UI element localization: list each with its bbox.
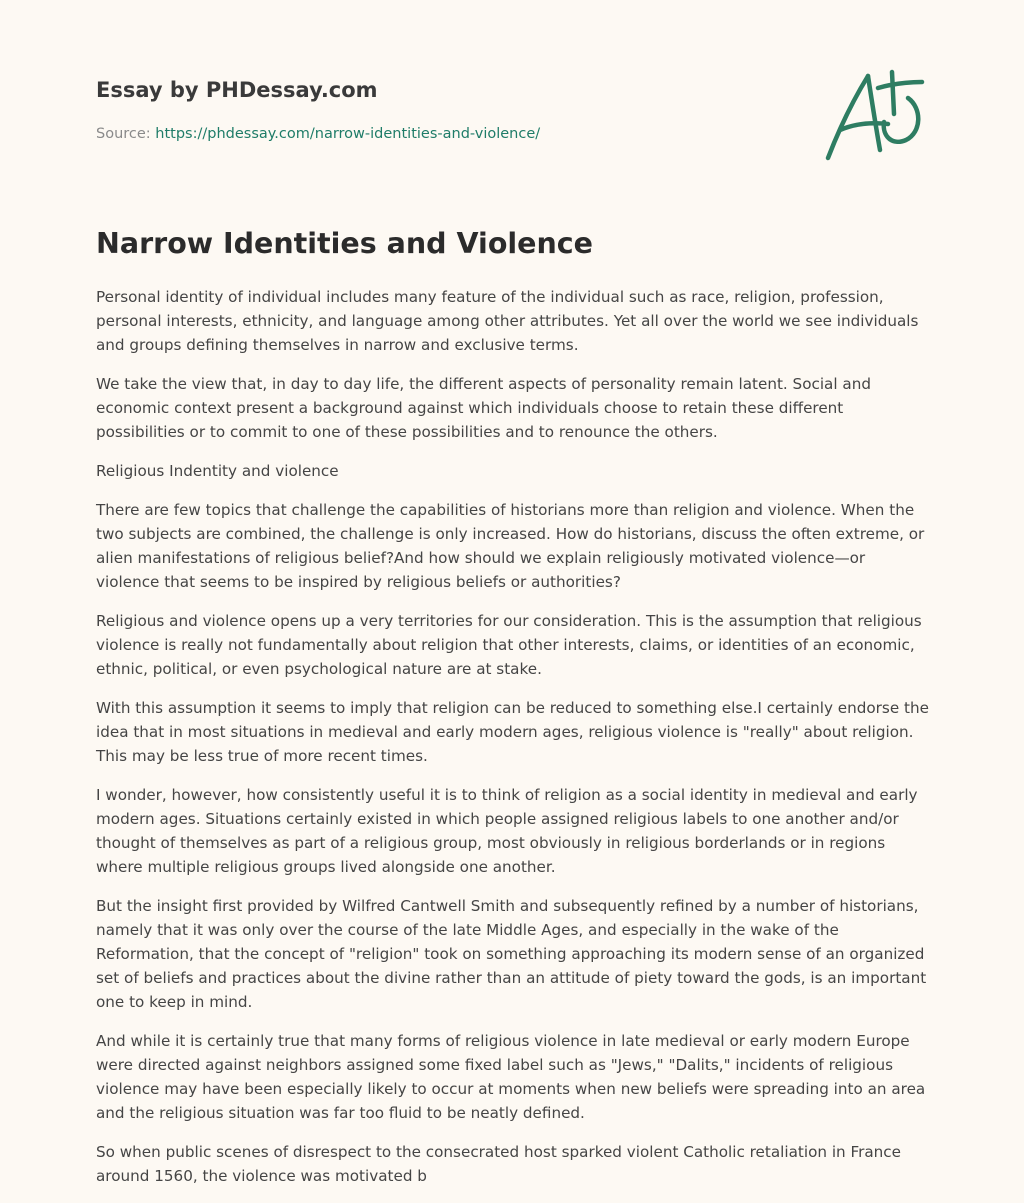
paragraph: We take the view that, in day to day life, the different aspects of personality remain latent. Social and economic context present a background against which individuals choose to retain these different possibilities or to commit to one of these possibilities and to renounce the others. bbox=[96, 375, 871, 441]
page-header bbox=[96, 76, 796, 144]
paragraph: Personal identity of individual includes many feature of the individual such as race, religion, profession, personal interests, ethnicity, and language among other attributes. Yet all over the world we see individuals and groups defining themselves in narrow and exclusive terms. bbox=[96, 288, 919, 354]
site-title: Essay by PHDessay.com bbox=[96, 78, 378, 102]
paragraph: And while it is certainly true that many forms of religious violence in late medieval or early modern Europe were directed against neighbors assigned some fixed label such as "Jews," "Dalits," incidents of religious violence may have been especially likely to occur at moments when new beliefs were spreading into an area and the religious situation was far too fluid to be neatly defined. bbox=[96, 1032, 926, 1122]
paragraph: Religious and violence opens up a very territories for our consideration. This is the assumption that religious violence is really not fundamentally about religion that other interests, claims, or identities of an economic, ethnic, political, or even psychological nature are at stake. bbox=[96, 612, 922, 678]
paragraph: There are few topics that challenge the capabilities of historians more than religion and violence. When the two subjects are combined, the challenge is only increased. How do historians, discuss the often extreme, or alien manifestations of religious belief?And how should we explain religiously motivated violence—or violence that seems to be inspired by religious beliefs or authorities? bbox=[96, 501, 925, 591]
source-line bbox=[96, 124, 796, 144]
essay-title: Narrow Identities and Violence bbox=[96, 227, 594, 260]
source-label: Source: bbox=[96, 126, 156, 142]
section-heading: Religious Indentity and violence bbox=[96, 462, 339, 480]
essay-body bbox=[96, 285, 932, 1203]
paragraph: But the insight first provided by Wilfred Cantwell Smith and subsequently refined by a number of historians, namely that it was only over the course of the late Middle Ages, and especially in the wake of the Reformation, that the concept of "religion" took on something approaching its modern sense of an organized set of beliefs and practices about the divine rather than an attitude of piety toward the gods, is an important one to keep in mind. bbox=[96, 897, 927, 1011]
paragraph: I wonder, however, how consistently useful it is to think of religion as a social identity in medieval and early modern ages. Situations certainly existed in which people assigned religious labels to one another and/or thought of themselves as part of a religious group, most obviously in religious borderlands or in regions where multiple religious groups lived alongside one another. bbox=[96, 786, 918, 876]
source-link[interactable]: https://phdessay.com/narrow-identities-and-violence/ bbox=[155, 126, 541, 142]
a-plus-grade-icon bbox=[818, 62, 934, 172]
paragraph: With this assumption it seems to imply that religion can be reduced to something else.I certainly endorse the idea that in most situations in medieval and early modern ages, religious violence is "really" about religion. This may be less true of more recent times. bbox=[96, 699, 929, 765]
paragraph: So when public scenes of disrespect to the consecrated host sparked violent Catholic retaliation in France around 1560, the violence was motivated b bbox=[96, 1143, 901, 1185]
